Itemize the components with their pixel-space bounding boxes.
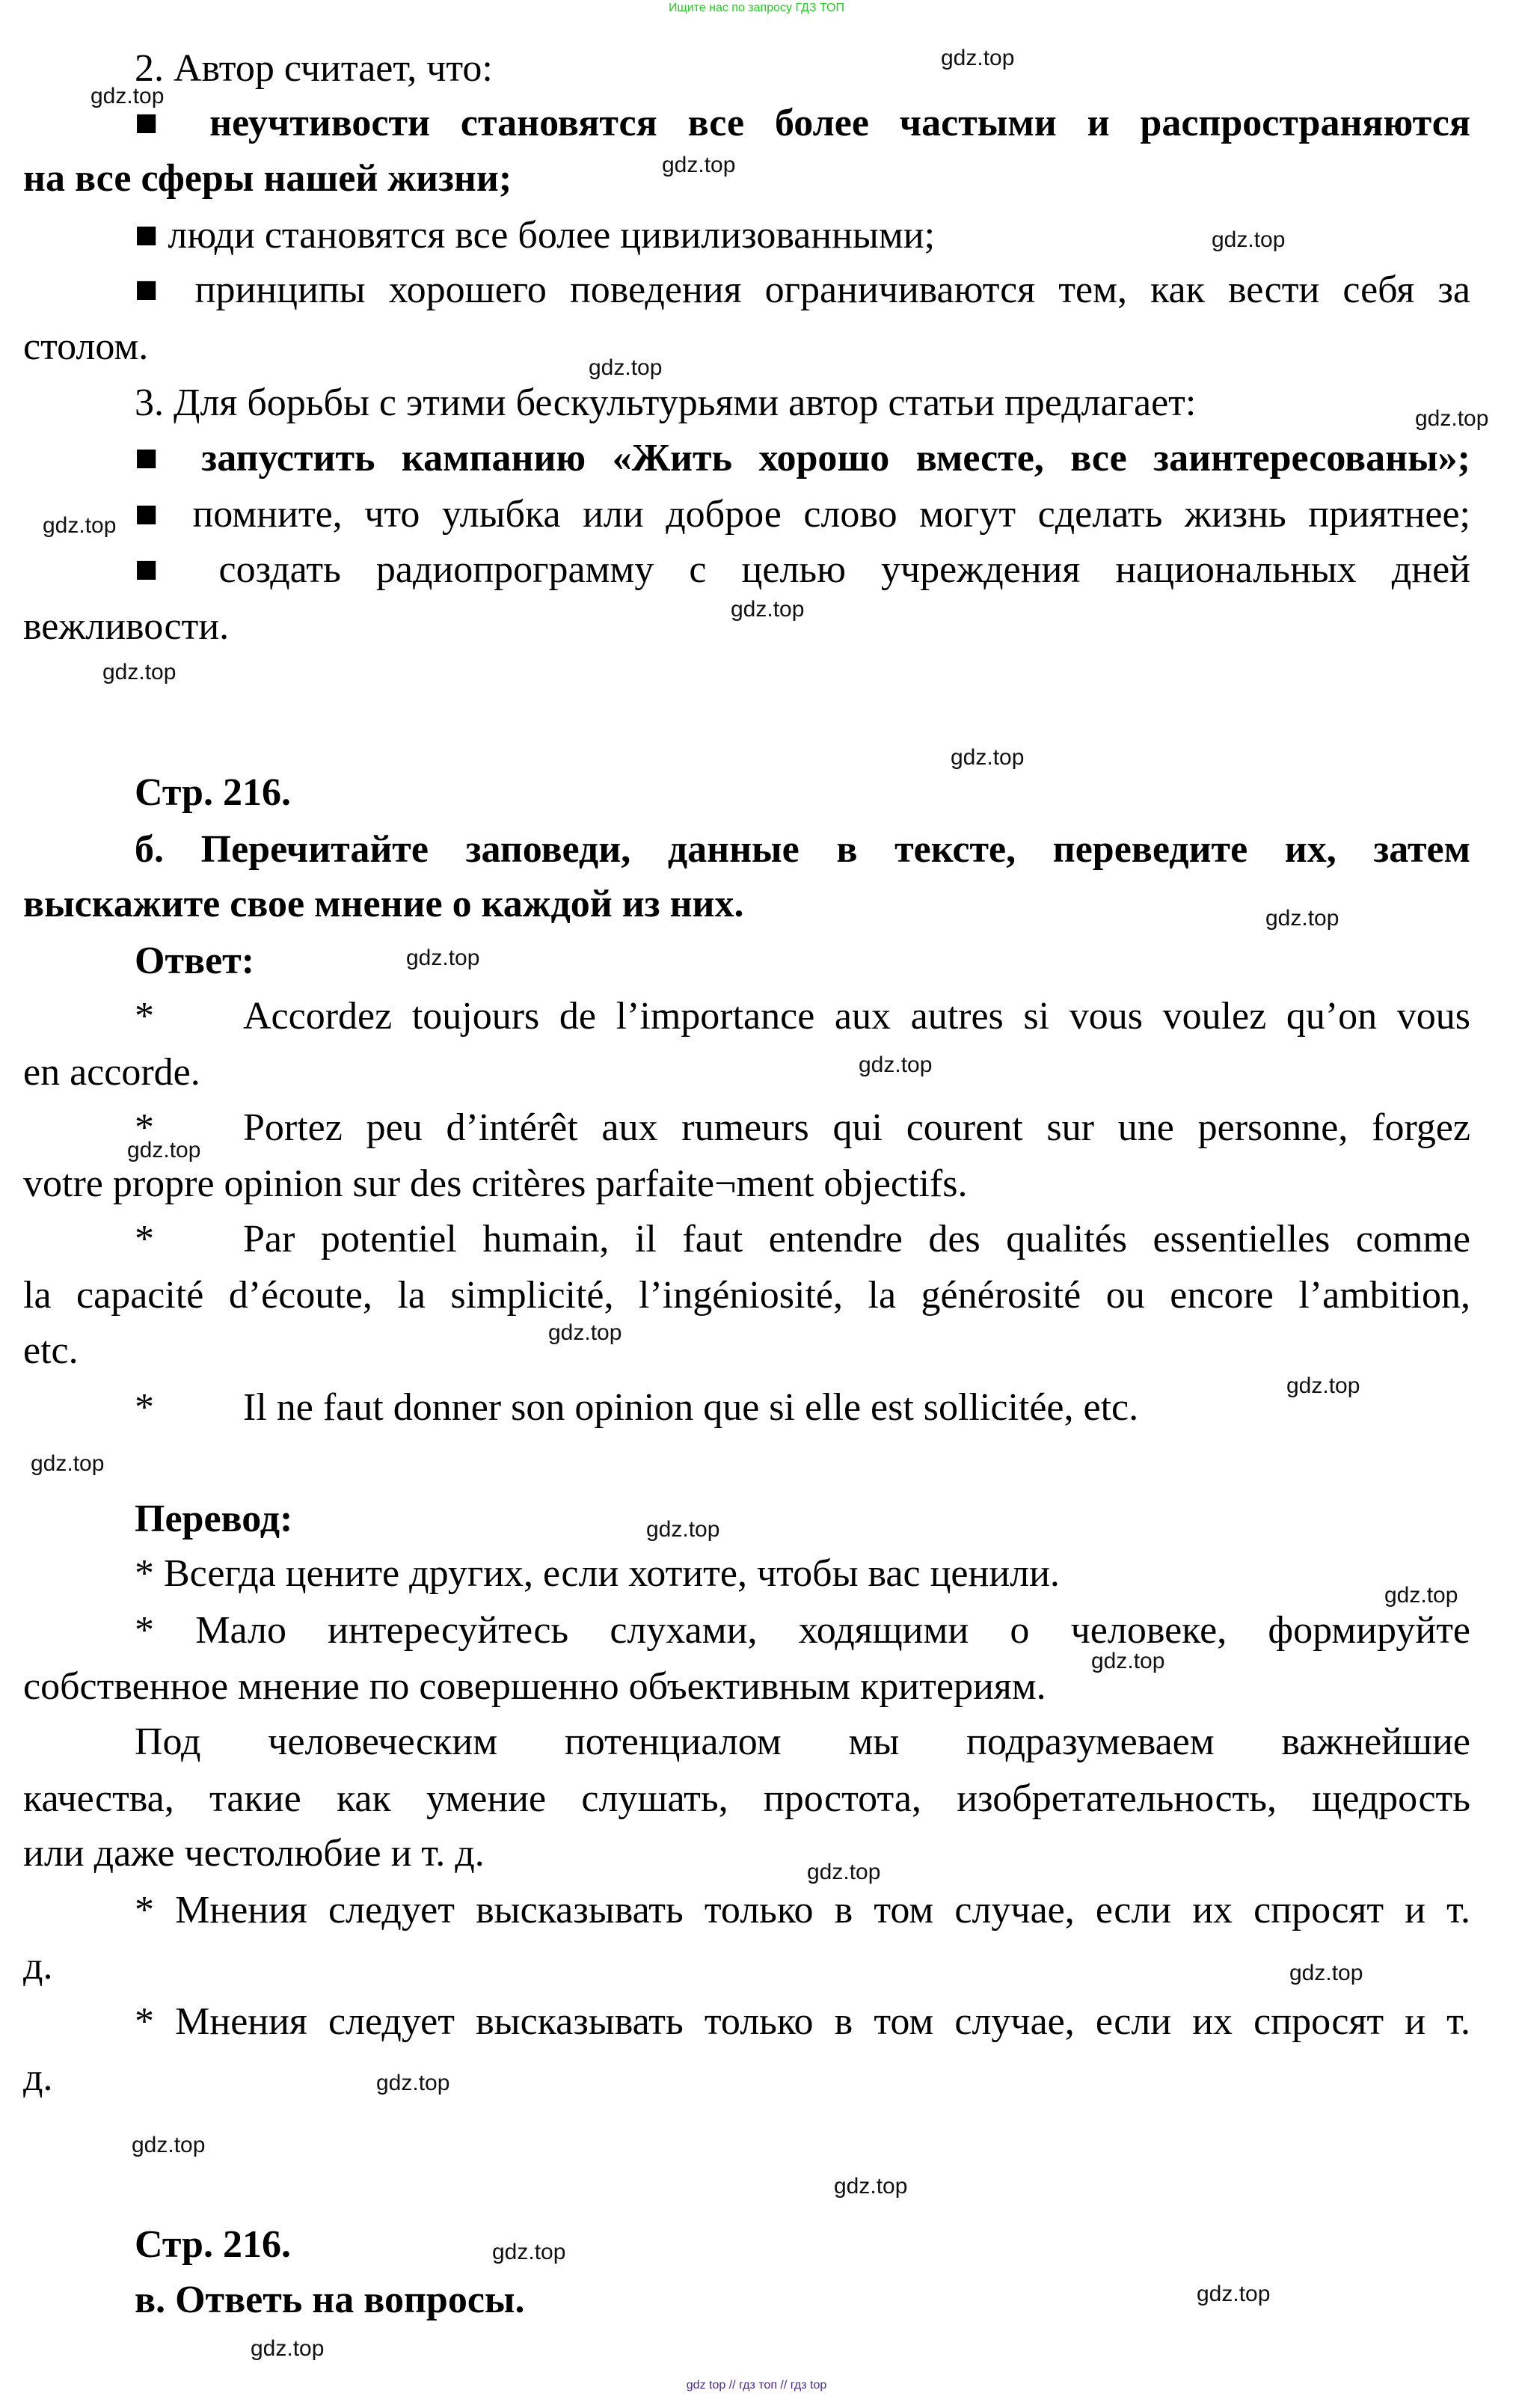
header-banner: Ищите нас по запросу ГДЗ ТОП — [669, 1, 844, 14]
text-line: la capacité d’écoute, la simplicité, l’ingéniosité, la générosité ou encore l’ambition, — [23, 1274, 1470, 1317]
watermark: gdz.top — [1197, 2282, 1271, 2306]
text-line: ■ помните, что улыбка или доброе слово могут сделать жизнь приятнее; — [135, 493, 1470, 536]
text-line: качества, такие как умение слушать, простота, изобретательность, щедрость — [23, 1777, 1470, 1820]
watermark: gdz.top — [731, 597, 805, 622]
text-line: на все сферы нашей жизни; — [23, 157, 512, 200]
footer-banner: gdz top // гдз топ // гдз top — [686, 2379, 827, 2392]
watermark: gdz.top — [1415, 406, 1489, 431]
text-line: * Всегда цените других, если хотите, чтобы вас ценили. — [135, 1552, 1060, 1595]
watermark: gdz.top — [1289, 1961, 1363, 1985]
text-line: вежливости. — [23, 605, 230, 648]
text-line: Portez peu d’intérêt aux rumeurs qui courent sur une personne, forgez — [243, 1106, 1470, 1149]
watermark: gdz.top — [132, 2133, 206, 2157]
text-line: ■ люди становятся все более цивилизованными; — [135, 214, 936, 257]
watermark: gdz.top — [406, 946, 480, 970]
watermark: gdz.top — [807, 1860, 881, 1884]
watermark: gdz.top — [548, 1320, 622, 1345]
watermark: gdz.top — [102, 660, 177, 684]
watermark: gdz.top — [31, 1451, 105, 1476]
answer-heading: Ответ: — [135, 940, 255, 982]
watermark: gdz.top — [1265, 906, 1339, 931]
text-line: Под человеческим потенциалом мы подразумеваем важнейшие — [135, 1721, 1470, 1763]
watermark: gdz.top — [43, 513, 117, 538]
task-text: б. Перечитайте заповеди, данные в тексте, переведите их, затем — [135, 828, 1470, 871]
text-line: 3. Для борьбы с этими бескультурьями автор статьи предлагает: — [135, 382, 1197, 424]
watermark: gdz.top — [1286, 1373, 1360, 1398]
text-line: * Мнения следует высказывать только в том случае, если их спросят и т. — [135, 2000, 1470, 2043]
section-heading: Стр. 216. — [135, 771, 291, 814]
star-bullet: * — [135, 1386, 154, 1429]
watermark: gdz.top — [376, 2071, 450, 2095]
text-line: Par potentiel humain, il faut entendre des qualités essentielles comme — [243, 1218, 1470, 1260]
watermark: gdz.top — [127, 1138, 201, 1162]
text-line: Accordez toujours de l’importance aux autres si vous voulez qu’on vous — [243, 995, 1470, 1038]
section-heading: Стр. 216. — [135, 2223, 291, 2266]
watermark: gdz.top — [90, 84, 165, 108]
watermark: gdz.top — [589, 355, 663, 380]
text-line: * Мало интересуйтесь слухами, ходящими о человеке, формируйте — [135, 1609, 1470, 1652]
text-line: etc. — [23, 1329, 79, 1372]
watermark: gdz.top — [834, 2174, 908, 2199]
text-line: собственное мнение по совершенно объективным критериям. — [23, 1665, 1046, 1708]
text-line: 2. Автор считает, что: — [135, 47, 493, 90]
text-line: ■ принципы хорошего поведения ограничиваются тем, как вести себя за — [135, 269, 1470, 311]
text-line: ■ неучтивости становятся все более частыми и распространяются — [135, 102, 1470, 144]
watermark: gdz.top — [951, 745, 1025, 770]
star-bullet: * — [135, 1106, 154, 1149]
text-line: д. — [23, 2056, 53, 2099]
watermark: gdz.top — [251, 2336, 325, 2361]
watermark: gdz.top — [941, 46, 1015, 70]
star-bullet: * — [135, 1218, 154, 1260]
star-bullet: * — [135, 995, 154, 1038]
watermark: gdz.top — [646, 1517, 720, 1542]
watermark: gdz.top — [859, 1053, 933, 1077]
watermark: gdz.top — [1384, 1583, 1458, 1608]
task-text: выскажите свое мнение о каждой из них. — [23, 883, 744, 925]
task-text: в. Ответь на вопросы. — [135, 2279, 525, 2321]
text-line: ■ запустить кампанию «Жить хорошо вместе, все заинтересованы»; — [135, 437, 1470, 480]
text-line: или даже честолюбие и т. д. — [23, 1832, 485, 1875]
translation-heading: Перевод: — [135, 1498, 293, 1540]
text-line: votre propre opinion sur des critères parfaite¬ment objectifs. — [23, 1162, 968, 1205]
watermark: gdz.top — [1212, 227, 1286, 252]
text-line: en accorde. — [23, 1051, 200, 1094]
watermark: gdz.top — [492, 2240, 566, 2264]
text-line: Il ne faut donner son opinion que si elle est sollicitée, etc. — [243, 1386, 1139, 1429]
text-line: столом. — [23, 325, 149, 368]
text-line: д. — [23, 1945, 53, 1988]
text-line: * Мнения следует высказывать только в том случае, если их спросят и т. — [135, 1889, 1470, 1931]
text-line: ■ создать радиопрограмму с целью учреждения национальных дней — [135, 548, 1470, 591]
watermark: gdz.top — [1091, 1649, 1165, 1673]
watermark: gdz.top — [662, 153, 736, 177]
